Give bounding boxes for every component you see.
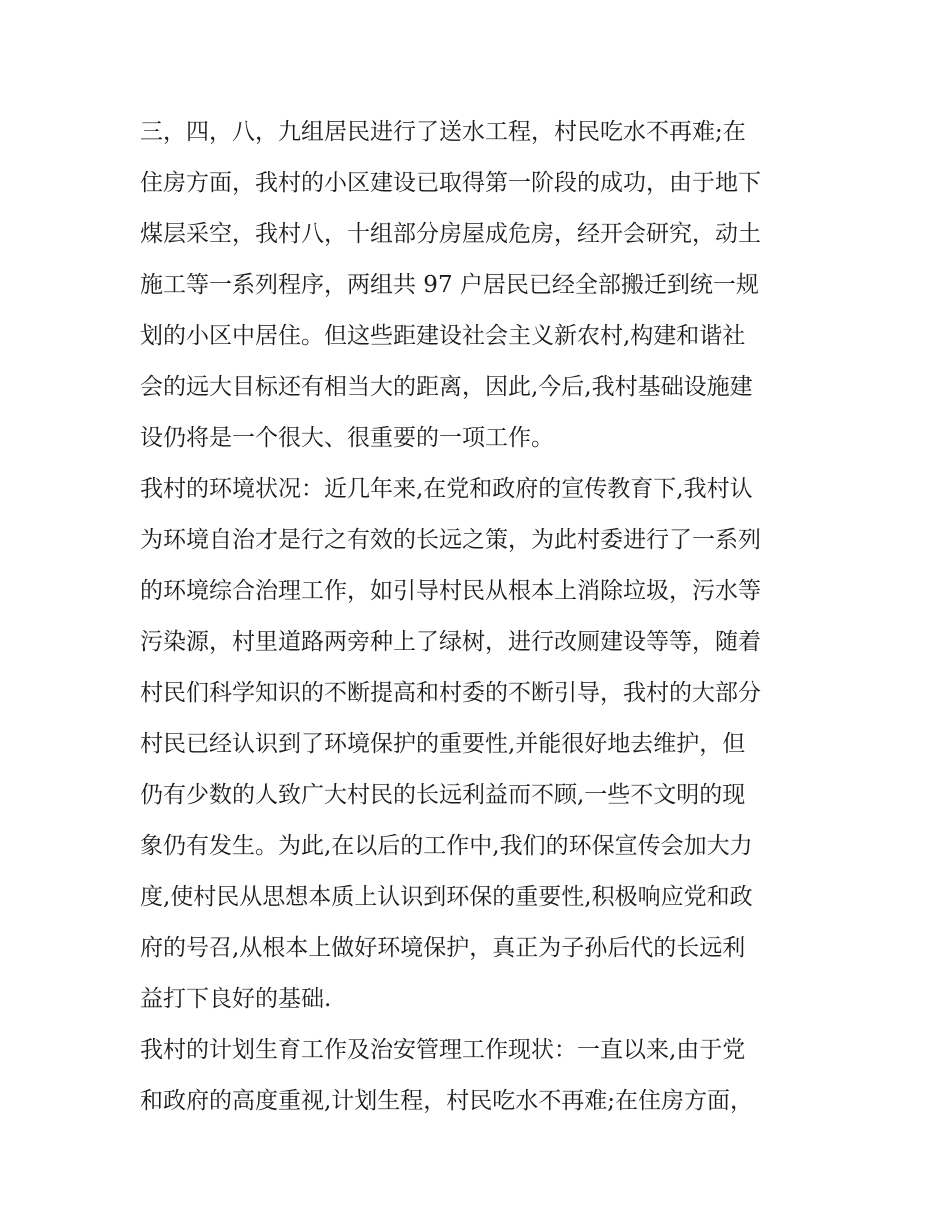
text-line: 三，四，八，九组居民进行了送水工程，村民吃水不再难;在 [140, 119, 746, 145]
text-line: 村民已经认识到了环境保护的重要性,并能很好地去维护，但 [140, 731, 746, 757]
text-line: 住房方面，我村的小区建设已取得第一阶段的成功，由于地下 [140, 170, 761, 196]
text-line: 我村的环境状况：近几年来,在党和政府的宣传教育下,我村认 [140, 476, 753, 502]
text-line: 我村的计划生育工作及治安管理工作现状：一直以来,由于党 [140, 1037, 746, 1063]
document-body [140, 107, 820, 1127]
text-line: 象仍有发生。为此,在以后的工作中,我们的环保宣传会加大力 [140, 833, 753, 859]
text-line: 度,使村民从思想本质上认识到环保的重要性,积极响应党和政 [140, 884, 753, 910]
text-line: 划的小区中居住。但这些距建设社会主义新农村,构建和谐社 [140, 323, 746, 349]
text-line: 会的远大目标还有相当大的距离，因此,今后,我村基础设施建 [140, 374, 753, 400]
text-line: 设仍将是一个很大、很重要的一项工作。 [140, 425, 554, 451]
text-line: 和政府的高度重视,计划生程，村民吃水不再难;在住房方面， [140, 1088, 754, 1114]
text-line: 施工等一系列程序，两组共 97 户居民已经全部搬迁到统一规 [140, 272, 759, 298]
text-line: 为环境自治才是行之有效的长远之策，为此村委进行了一系列 [140, 527, 761, 553]
text-line: 污染源，村里道路两旁种上了绿树，进行改厕建设等等，随着 [140, 629, 761, 655]
text-line: 仍有少数的人致广大村民的长远利益而不顾,一些不文明的现 [140, 782, 746, 808]
text-line: 的环境综合治理工作，如引导村民从根本上消除垃圾，污水等 [140, 578, 761, 604]
text-line: 益打下良好的基础. [140, 986, 332, 1012]
text-line: 村民们科学知识的不断提高和村委的不断引导，我村的大部分 [140, 680, 761, 706]
text-line: 府的号召,从根本上做好环境保护，真正为子孙后代的长远利 [140, 935, 746, 961]
text-line: 煤层采空，我村八，十组部分房屋成危房，经开会研究，动土 [140, 221, 761, 247]
